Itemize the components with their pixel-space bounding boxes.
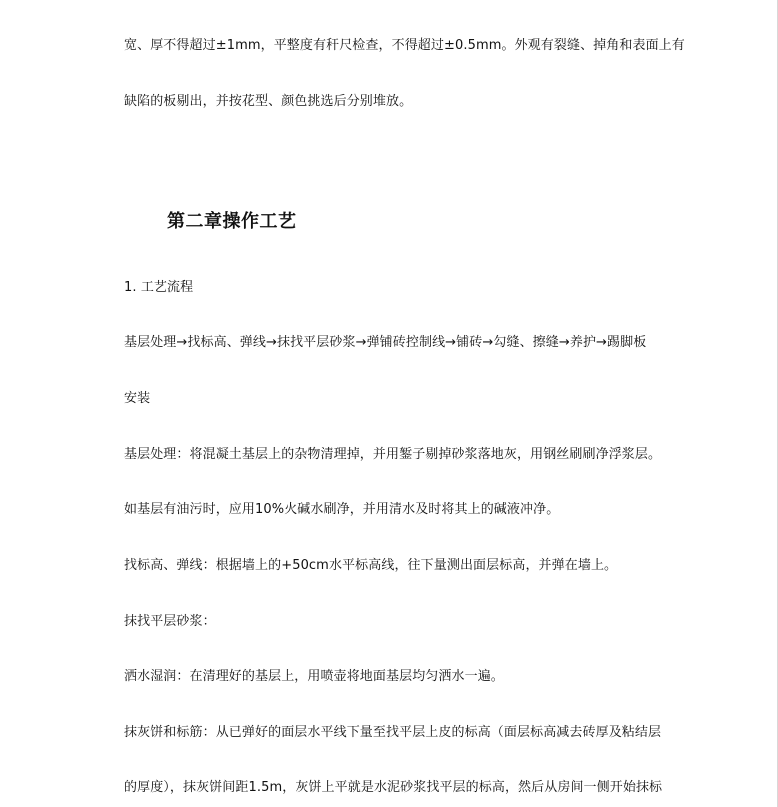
paragraph-line: 找标高、弹线：根据墙上的+50cm水平标高线，往下量测出面层标高，并弹在墙上。 — [124, 558, 618, 573]
paragraph-line: 抹找平层砂浆： — [124, 614, 216, 629]
paragraph-line: 基层处理→找标高、弹线→抹找平层砂浆→弹铺砖控制线→铺砖→勾缝、擦缝→养护→踢脚板 — [124, 335, 647, 350]
paragraph-line: 如基层有油污时，应用10%火碱水刷净，并用清水及时将其上的碱液冲净。 — [124, 502, 560, 517]
chapter-heading: 第二章操作工艺 — [167, 211, 297, 232]
section-title: 1. 工艺流程 — [124, 280, 194, 295]
paragraph-line: 抹灰饼和标筋：从已弹好的面层水平线下量至找平层上皮的标高（面层标高减去砖厚及粘结层 — [124, 725, 662, 740]
paragraph-line: 安装 — [124, 391, 151, 406]
paragraph-line: 基层处理：将混凝土基层上的杂物清理掉，并用錾子剔掉砂浆落地灰，用钢丝刷刷净浮浆层。 — [124, 447, 662, 462]
paragraph-line: 的厚度），抹灰饼间距1.5m，灰饼上平就是水泥砂浆找平层的标高，然后从房间一侧开始抹标 — [124, 780, 663, 795]
paragraph-line: 洒水湿润：在清理好的基层上，用喷壶将地面基层均匀洒水一遍。 — [124, 669, 504, 684]
paragraph-line: 宽、厚不得超过±1mm，平整度有秆尺检查，不得超过±0.5mm。外观有裂缝、掉角和表面上有 — [124, 38, 685, 53]
paragraph-line: 缺陷的板剔出，并按花型、颜色挑选后分别堆放。 — [124, 94, 413, 109]
